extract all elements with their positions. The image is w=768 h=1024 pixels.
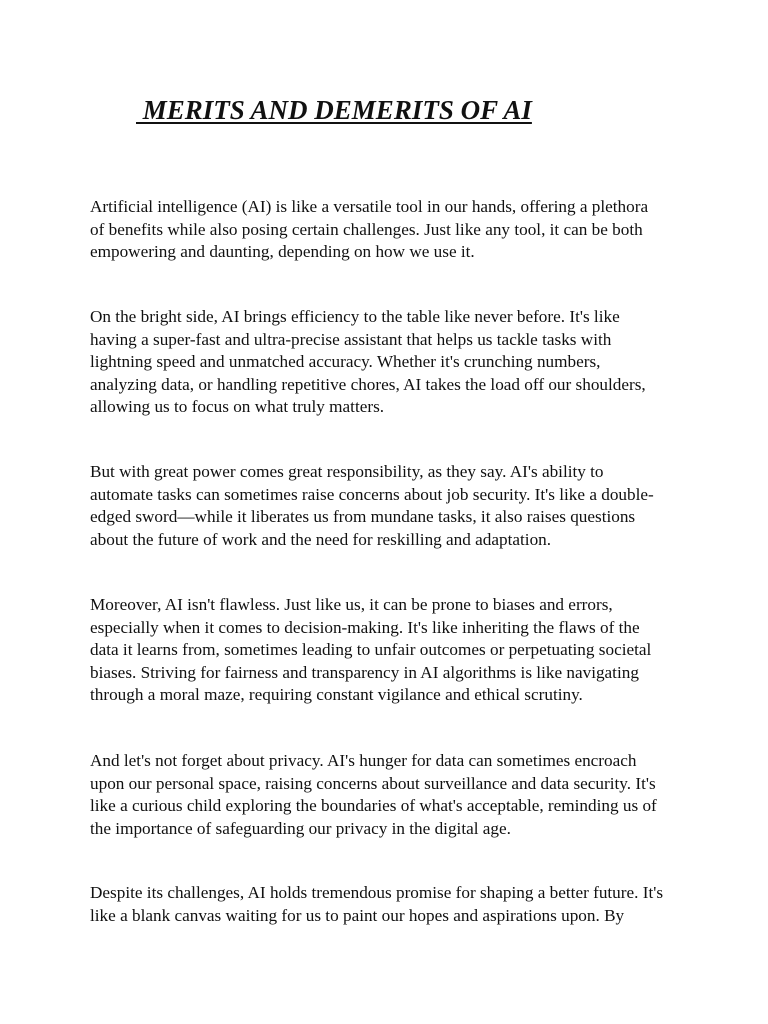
- text-line: And let's not forget about privacy. AI's hunger for data can sometimes encroach: [90, 751, 637, 770]
- text-line: Moreover, AI isn't flawless. Just like us, it can be prone to biases and errors,: [90, 595, 613, 614]
- paragraph-efficiency: [90, 306, 700, 419]
- text-line: having a super-fast and ultra-precise assistant that helps us tackle tasks with: [90, 329, 612, 349]
- text-line: empowering and daunting, depending on how we use it.: [90, 242, 475, 261]
- text-line: of benefits while also posing certain challenges. Just like any tool, it can be both: [90, 219, 643, 239]
- text-line: Despite its challenges, AI holds tremendous promise for shaping a better future. It's: [90, 883, 664, 902]
- text-line: like a curious child exploring the boundaries of what's acceptable, reminding us of: [90, 796, 657, 815]
- paragraph-intro: [90, 196, 700, 264]
- text-line: edged sword—while it liberates us from mundane tasks, it also raises questions: [90, 507, 636, 526]
- text-line: data it learns from, sometimes leading to unfair outcomes or perpetuating societal: [90, 640, 652, 659]
- text-line: automate tasks can sometimes raise concerns about job security. It's like a double-: [90, 484, 654, 504]
- text-line: analyzing data, or handling repetitive chores, AI takes the load off our shoulders,: [90, 374, 646, 394]
- document-title: MERITS AND DEMERITS OF AI: [136, 95, 532, 125]
- text-line: Artificial intelligence (AI) is like a versatile tool in our hands, offering a plethora: [90, 197, 649, 216]
- text-line: like a blank canvas waiting for us to paint our hopes and aspirations upon. By: [90, 905, 625, 925]
- paragraph-biases: [90, 594, 700, 707]
- paragraph-privacy: [90, 750, 700, 840]
- text-line: about the future of work and the need for reskilling and adaptation.: [90, 529, 552, 549]
- text-line: through a moral maze, requiring constant vigilance and ethical scrutiny.: [90, 685, 583, 704]
- text-line: upon our personal space, raising concerns about surveillance and data security. It's: [90, 773, 656, 793]
- text-line: biases. Striving for fairness and transparency in AI algorithms is like navigating: [90, 662, 639, 682]
- paragraph-job-security: [90, 461, 700, 551]
- text-line: allowing us to focus on what truly matters.: [90, 397, 385, 416]
- text-line: But with great power comes great responsibility, as they say. AI's ability to: [90, 462, 604, 481]
- text-line: especially when it comes to decision-making. It's like inheriting the flaws of the: [90, 617, 640, 637]
- text-line: lightning speed and unmatched accuracy. Whether it's crunching numbers,: [90, 352, 601, 371]
- text-line: the importance of safeguarding our privacy in the digital age.: [90, 818, 511, 838]
- paragraph-promise: [90, 882, 700, 927]
- text-line: On the bright side, AI brings efficiency to the table like never before. It's like: [90, 307, 620, 326]
